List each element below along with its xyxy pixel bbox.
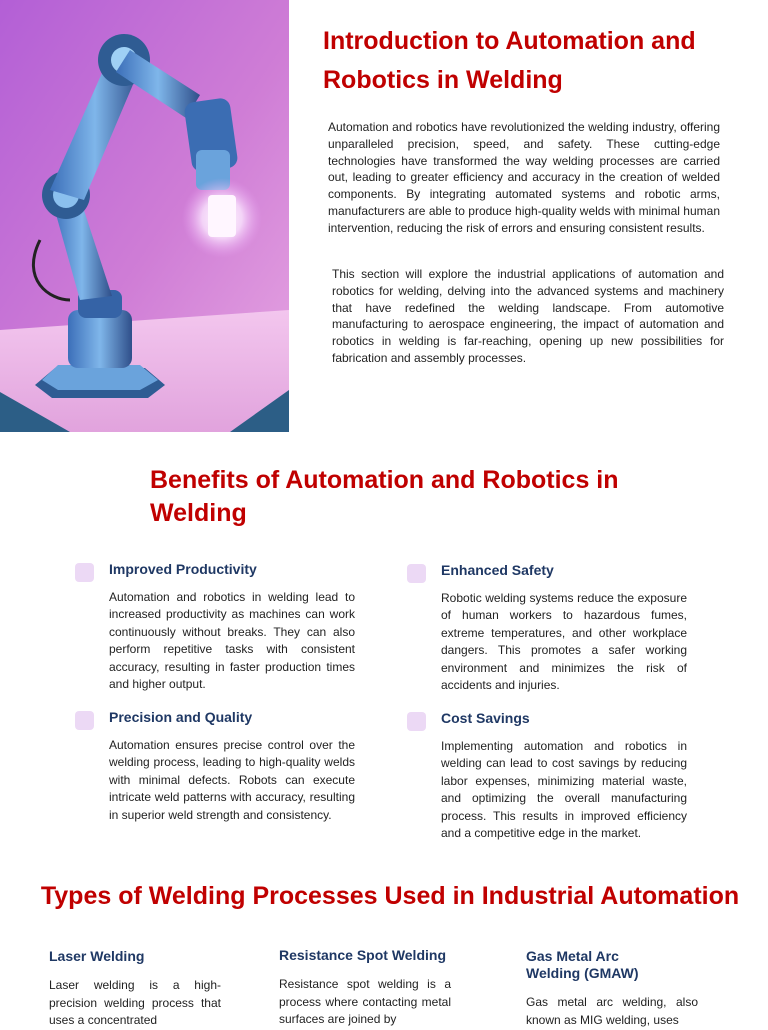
intro-paragraph-1: Automation and robotics have revolutionized the welding industry, offering unparalleled precision, speed, and safety. These cutting-edge technologies have transformed the way welding processes are carried out, leading to greater efficiency and accuracy in the creation of welded components. By integrating automated systems and robotic arms, manufacturers are able to produce high-quality welds with minimal human intervention, reducing the risk of errors and ensuring consistent results. — [328, 120, 720, 235]
type-gas-metal-arc-welding — [526, 948, 698, 1029]
intro-paragraph-2: This section will explore the industrial applications of automation and robotics for welding, delving into the advanced systems and machinery that have redefined the welding landscape. From automotive manufacturing to aerospace engineering, the impact of automation and robotics in welding is far-reaching, opening up new possibilities for fabrication and assembly processes. — [332, 267, 724, 365]
type-resistance-spot-welding — [279, 947, 451, 1029]
type-title: Laser Welding — [49, 948, 145, 964]
type-title: Resistance Spot Welding — [279, 947, 446, 963]
intro-title: Introduction to Automation and Robotics in Welding — [323, 27, 696, 94]
benefit-body: Robotic welding systems reduce the exposure of human workers to hazardous fumes, extreme temperatures, and other workplace dangers. This promotes a safer working environment and minimizes the risk of accidents and injuries. — [441, 591, 687, 693]
benefits-title: Benefits of Automation and Robotics in Welding — [150, 466, 619, 527]
type-body: Laser welding is a high-precision welding process that uses a concentrated — [49, 978, 221, 1028]
bullet-icon — [407, 564, 426, 583]
type-body: Resistance spot welding is a process where contacting metal surfaces are joined by — [279, 977, 451, 1027]
benefit-title: Improved Productivity — [109, 561, 257, 577]
benefit-body: Automation ensures precise control over the welding process, leading to high-quality welds with minimal defects. Robots can execute intricate weld patterns with accuracy, resulting in superior weld strength and consistency. — [109, 738, 355, 822]
benefit-title: Cost Savings — [441, 710, 530, 726]
bullet-icon — [75, 711, 94, 730]
benefit-body: Automation and robotics in welding lead to increased productivity as machines can work continuously without breaks. They can also perform repetitive tasks with consistent accuracy, resulting in faster production times and higher output. — [109, 590, 355, 692]
benefit-title: Enhanced Safety — [441, 562, 554, 578]
benefit-title: Precision and Quality — [109, 709, 253, 725]
bullet-icon — [75, 563, 94, 582]
types-title: Types of Welding Processes Used in Industrial Automation — [40, 882, 740, 910]
bullet-icon — [407, 712, 426, 731]
benefit-body: Implementing automation and robotics in welding can lead to cost savings by reducing labor expenses, minimizing material waste, and optimizing the overall manufacturing process. This results in improved efficiency and a competitive edge in the market. — [441, 739, 687, 841]
type-laser-welding — [49, 948, 221, 1030]
type-title: Gas Metal Arc Welding (GMAW) — [526, 948, 639, 981]
type-body: Gas metal arc welding, also known as MIG welding, uses — [526, 995, 698, 1027]
robotic-arm-image — [0, 0, 289, 432]
